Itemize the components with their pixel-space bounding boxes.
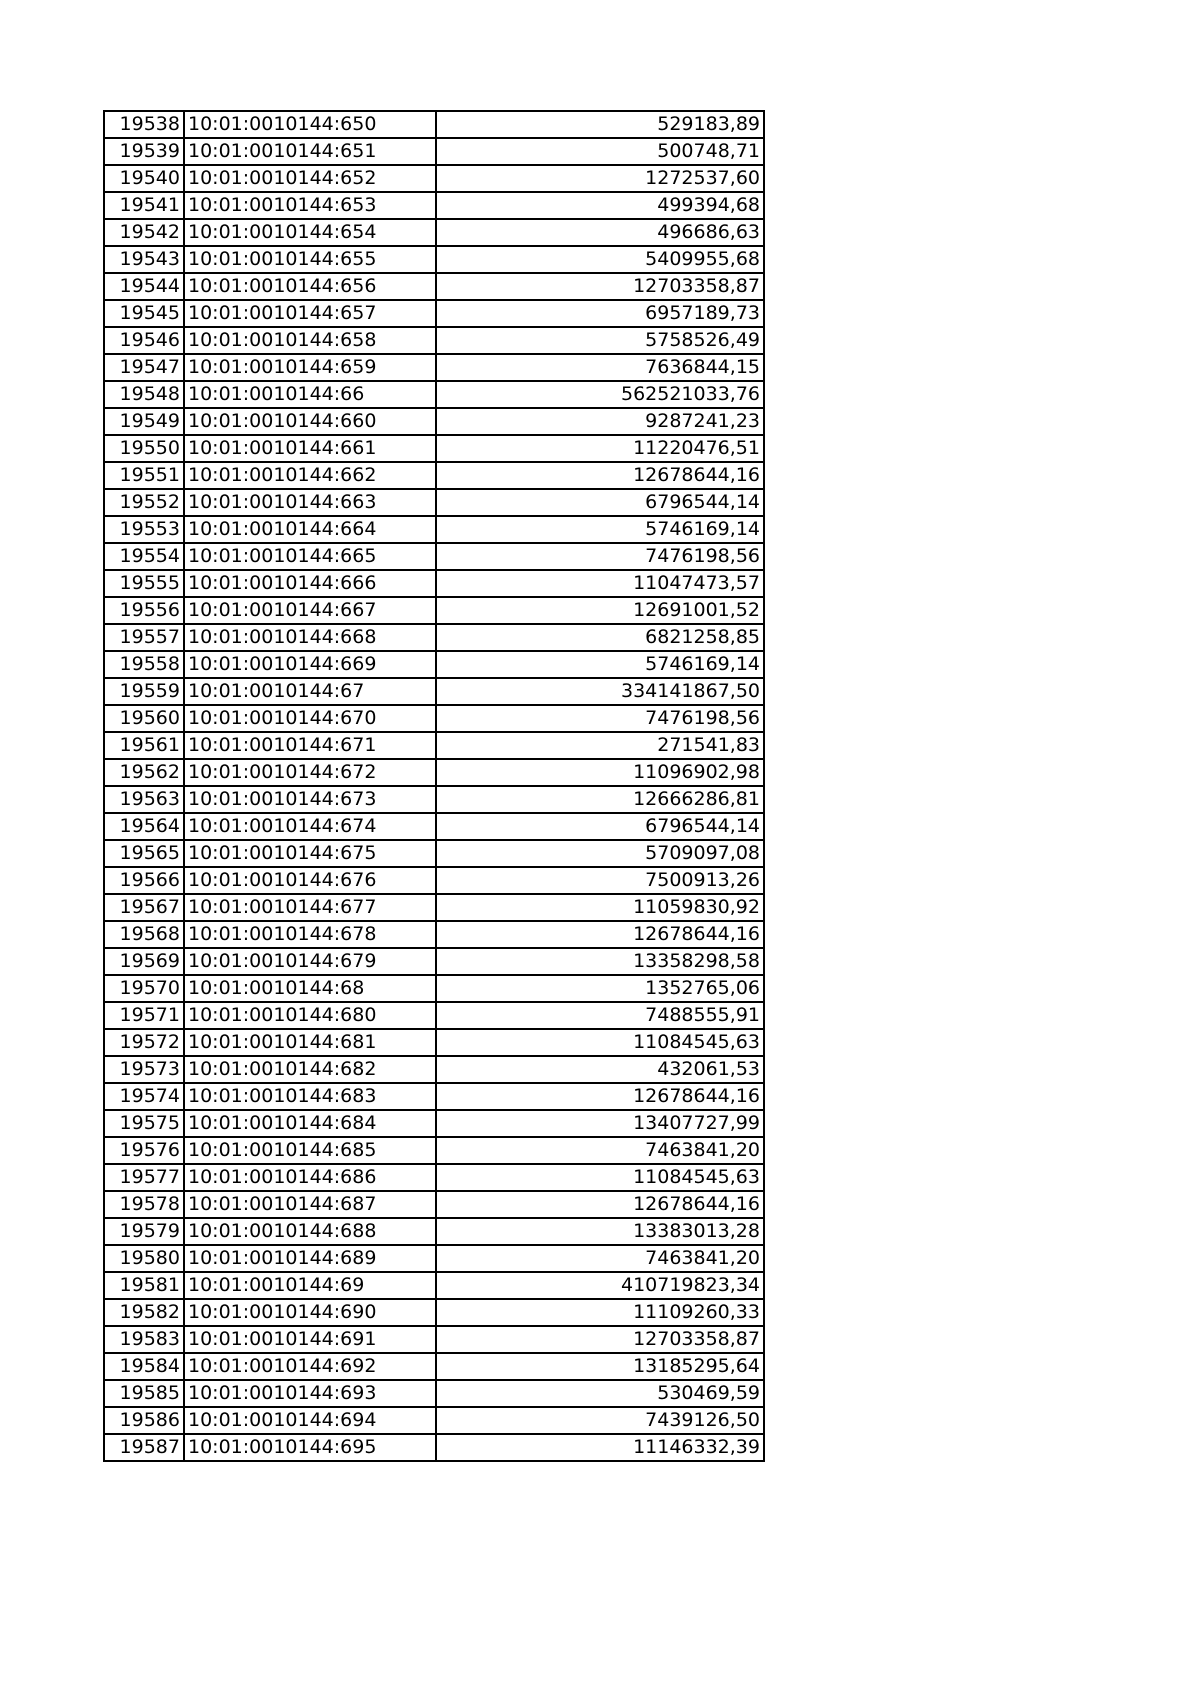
cadastral-number-cell: 10:01:0010144:658 [184,327,436,354]
cadastral-number-cell: 10:01:0010144:669 [184,651,436,678]
table-row [104,300,764,327]
cadastral-number-cell: 10:01:0010144:665 [184,543,436,570]
row-number-cell: 19572 [104,1029,184,1056]
table-row [104,570,764,597]
row-number-cell: 19576 [104,1137,184,1164]
row-number-cell: 19567 [104,894,184,921]
cadastral-number-cell: 10:01:0010144:654 [184,219,436,246]
table-row [104,1245,764,1272]
table-row [104,1299,764,1326]
cadastral-number-cell: 10:01:0010144:668 [184,624,436,651]
value-cell: 530469,59 [436,1380,764,1407]
value-cell: 7476198,56 [436,705,764,732]
table-row [104,1272,764,1299]
cadastral-number-cell: 10:01:0010144:671 [184,732,436,759]
cadastral-number-cell: 10:01:0010144:693 [184,1380,436,1407]
row-number-cell: 19544 [104,273,184,300]
row-number-cell: 19586 [104,1407,184,1434]
row-number-cell: 19546 [104,327,184,354]
value-cell: 13185295,64 [436,1353,764,1380]
cadastral-number-cell: 10:01:0010144:678 [184,921,436,948]
table-row [104,786,764,813]
row-number-cell: 19559 [104,678,184,705]
table-row [104,1407,764,1434]
value-cell: 7636844,15 [436,354,764,381]
table-row [104,111,764,138]
value-cell: 12678644,16 [436,462,764,489]
row-number-cell: 19584 [104,1353,184,1380]
value-cell: 432061,53 [436,1056,764,1083]
row-number-cell: 19558 [104,651,184,678]
row-number-cell: 19568 [104,921,184,948]
table-row [104,165,764,192]
value-cell: 7463841,20 [436,1137,764,1164]
table-body [104,111,764,1461]
row-number-cell: 19557 [104,624,184,651]
cadastral-number-cell: 10:01:0010144:674 [184,813,436,840]
row-number-cell: 19579 [104,1218,184,1245]
cadastral-number-cell: 10:01:0010144:689 [184,1245,436,1272]
table-row [104,732,764,759]
row-number-cell: 19580 [104,1245,184,1272]
row-number-cell: 19581 [104,1272,184,1299]
table-row [104,327,764,354]
value-cell: 496686,63 [436,219,764,246]
value-cell: 11084545,63 [436,1164,764,1191]
cadastral-number-cell: 10:01:0010144:688 [184,1218,436,1245]
cadastral-number-cell: 10:01:0010144:657 [184,300,436,327]
table-row [104,948,764,975]
value-cell: 11084545,63 [436,1029,764,1056]
table-row [104,489,764,516]
value-cell: 12678644,16 [436,1083,764,1110]
value-cell: 7488555,91 [436,1002,764,1029]
value-cell: 5709097,08 [436,840,764,867]
row-number-cell: 19587 [104,1434,184,1461]
value-cell: 6957189,73 [436,300,764,327]
cadastral-number-cell: 10:01:0010144:672 [184,759,436,786]
row-number-cell: 19561 [104,732,184,759]
table-row [104,219,764,246]
value-cell: 5746169,14 [436,651,764,678]
row-number-cell: 19566 [104,867,184,894]
data-table [103,110,765,1462]
row-number-cell: 19540 [104,165,184,192]
value-cell: 11109260,33 [436,1299,764,1326]
table-row [104,1380,764,1407]
value-cell: 499394,68 [436,192,764,219]
row-number-cell: 19539 [104,138,184,165]
table-row [104,273,764,300]
cadastral-number-cell: 10:01:0010144:664 [184,516,436,543]
row-number-cell: 19542 [104,219,184,246]
row-number-cell: 19560 [104,705,184,732]
table-row [104,543,764,570]
row-number-cell: 19549 [104,408,184,435]
cadastral-number-cell: 10:01:0010144:681 [184,1029,436,1056]
value-cell: 334141867,50 [436,678,764,705]
value-cell: 12678644,16 [436,921,764,948]
table-row [104,1434,764,1461]
table-row [104,1083,764,1110]
table-row [104,1191,764,1218]
row-number-cell: 19562 [104,759,184,786]
row-number-cell: 19547 [104,354,184,381]
cadastral-number-cell: 10:01:0010144:659 [184,354,436,381]
table-row [104,408,764,435]
row-number-cell: 19570 [104,975,184,1002]
cadastral-number-cell: 10:01:0010144:650 [184,111,436,138]
value-cell: 529183,89 [436,111,764,138]
table-row [104,975,764,1002]
value-cell: 12703358,87 [436,1326,764,1353]
table-row [104,516,764,543]
value-cell: 9287241,23 [436,408,764,435]
table-row [104,435,764,462]
cadastral-number-cell: 10:01:0010144:685 [184,1137,436,1164]
value-cell: 13383013,28 [436,1218,764,1245]
cadastral-number-cell: 10:01:0010144:675 [184,840,436,867]
cadastral-number-cell: 10:01:0010144:684 [184,1110,436,1137]
cadastral-number-cell: 10:01:0010144:695 [184,1434,436,1461]
value-cell: 6796544,14 [436,813,764,840]
cadastral-number-cell: 10:01:0010144:651 [184,138,436,165]
cadastral-number-cell: 10:01:0010144:663 [184,489,436,516]
row-number-cell: 19550 [104,435,184,462]
table-row [104,651,764,678]
row-number-cell: 19585 [104,1380,184,1407]
row-number-cell: 19548 [104,381,184,408]
table-row [104,1218,764,1245]
row-number-cell: 19563 [104,786,184,813]
cadastral-number-cell: 10:01:0010144:66 [184,381,436,408]
row-number-cell: 19541 [104,192,184,219]
row-number-cell: 19556 [104,597,184,624]
value-cell: 7500913,26 [436,867,764,894]
value-cell: 410719823,34 [436,1272,764,1299]
cadastral-number-cell: 10:01:0010144:653 [184,192,436,219]
cadastral-number-cell: 10:01:0010144:666 [184,570,436,597]
row-number-cell: 19545 [104,300,184,327]
table-row [104,840,764,867]
row-number-cell: 19583 [104,1326,184,1353]
cadastral-number-cell: 10:01:0010144:677 [184,894,436,921]
row-number-cell: 19569 [104,948,184,975]
value-cell: 13358298,58 [436,948,764,975]
table-row [104,1110,764,1137]
row-number-cell: 19543 [104,246,184,273]
cadastral-number-cell: 10:01:0010144:69 [184,1272,436,1299]
value-cell: 1272537,60 [436,165,764,192]
table-row [104,813,764,840]
cadastral-number-cell: 10:01:0010144:687 [184,1191,436,1218]
row-number-cell: 19573 [104,1056,184,1083]
table-row [104,1164,764,1191]
cadastral-number-cell: 10:01:0010144:690 [184,1299,436,1326]
value-cell: 7463841,20 [436,1245,764,1272]
value-cell: 6796544,14 [436,489,764,516]
value-cell: 12703358,87 [436,273,764,300]
cadastral-number-cell: 10:01:0010144:67 [184,678,436,705]
table-row [104,246,764,273]
row-number-cell: 19553 [104,516,184,543]
value-cell: 500748,71 [436,138,764,165]
row-number-cell: 19551 [104,462,184,489]
cadastral-number-cell: 10:01:0010144:655 [184,246,436,273]
value-cell: 1352765,06 [436,975,764,1002]
row-number-cell: 19538 [104,111,184,138]
value-cell: 12678644,16 [436,1191,764,1218]
cadastral-number-cell: 10:01:0010144:656 [184,273,436,300]
table-row [104,705,764,732]
table-row [104,354,764,381]
table-row [104,1002,764,1029]
table-row [104,921,764,948]
cadastral-number-cell: 10:01:0010144:683 [184,1083,436,1110]
row-number-cell: 19554 [104,543,184,570]
cadastral-number-cell: 10:01:0010144:686 [184,1164,436,1191]
value-cell: 11096902,98 [436,759,764,786]
value-cell: 11059830,92 [436,894,764,921]
value-cell: 271541,83 [436,732,764,759]
cadastral-number-cell: 10:01:0010144:691 [184,1326,436,1353]
value-cell: 12691001,52 [436,597,764,624]
row-number-cell: 19571 [104,1002,184,1029]
row-number-cell: 19575 [104,1110,184,1137]
value-cell: 11146332,39 [436,1434,764,1461]
cadastral-number-cell: 10:01:0010144:682 [184,1056,436,1083]
cadastral-number-cell: 10:01:0010144:662 [184,462,436,489]
table-row [104,1029,764,1056]
table-row [104,678,764,705]
table-row [104,867,764,894]
row-number-cell: 19555 [104,570,184,597]
value-cell: 5758526,49 [436,327,764,354]
table-row [104,1326,764,1353]
value-cell: 7439126,50 [436,1407,764,1434]
value-cell: 12666286,81 [436,786,764,813]
table-row [104,381,764,408]
row-number-cell: 19578 [104,1191,184,1218]
row-number-cell: 19552 [104,489,184,516]
value-cell: 5746169,14 [436,516,764,543]
table-row [104,1353,764,1380]
row-number-cell: 19564 [104,813,184,840]
value-cell: 11047473,57 [436,570,764,597]
cadastral-number-cell: 10:01:0010144:667 [184,597,436,624]
cadastral-number-cell: 10:01:0010144:679 [184,948,436,975]
value-cell: 11220476,51 [436,435,764,462]
cadastral-number-cell: 10:01:0010144:68 [184,975,436,1002]
cadastral-number-cell: 10:01:0010144:680 [184,1002,436,1029]
table-row [104,1056,764,1083]
cadastral-number-cell: 10:01:0010144:660 [184,408,436,435]
cadastral-number-cell: 10:01:0010144:676 [184,867,436,894]
table-row [104,624,764,651]
table-row [104,138,764,165]
cadastral-number-cell: 10:01:0010144:661 [184,435,436,462]
cadastral-number-cell: 10:01:0010144:673 [184,786,436,813]
row-number-cell: 19577 [104,1164,184,1191]
row-number-cell: 19574 [104,1083,184,1110]
table-row [104,462,764,489]
value-cell: 562521033,76 [436,381,764,408]
row-number-cell: 19582 [104,1299,184,1326]
table-row [104,597,764,624]
table-row [104,759,764,786]
cadastral-number-cell: 10:01:0010144:692 [184,1353,436,1380]
cadastral-number-cell: 10:01:0010144:694 [184,1407,436,1434]
cadastral-number-cell: 10:01:0010144:670 [184,705,436,732]
value-cell: 6821258,85 [436,624,764,651]
value-cell: 7476198,56 [436,543,764,570]
table-row [104,192,764,219]
value-cell: 5409955,68 [436,246,764,273]
value-cell: 13407727,99 [436,1110,764,1137]
table-row [104,894,764,921]
cadastral-number-cell: 10:01:0010144:652 [184,165,436,192]
table-row [104,1137,764,1164]
row-number-cell: 19565 [104,840,184,867]
